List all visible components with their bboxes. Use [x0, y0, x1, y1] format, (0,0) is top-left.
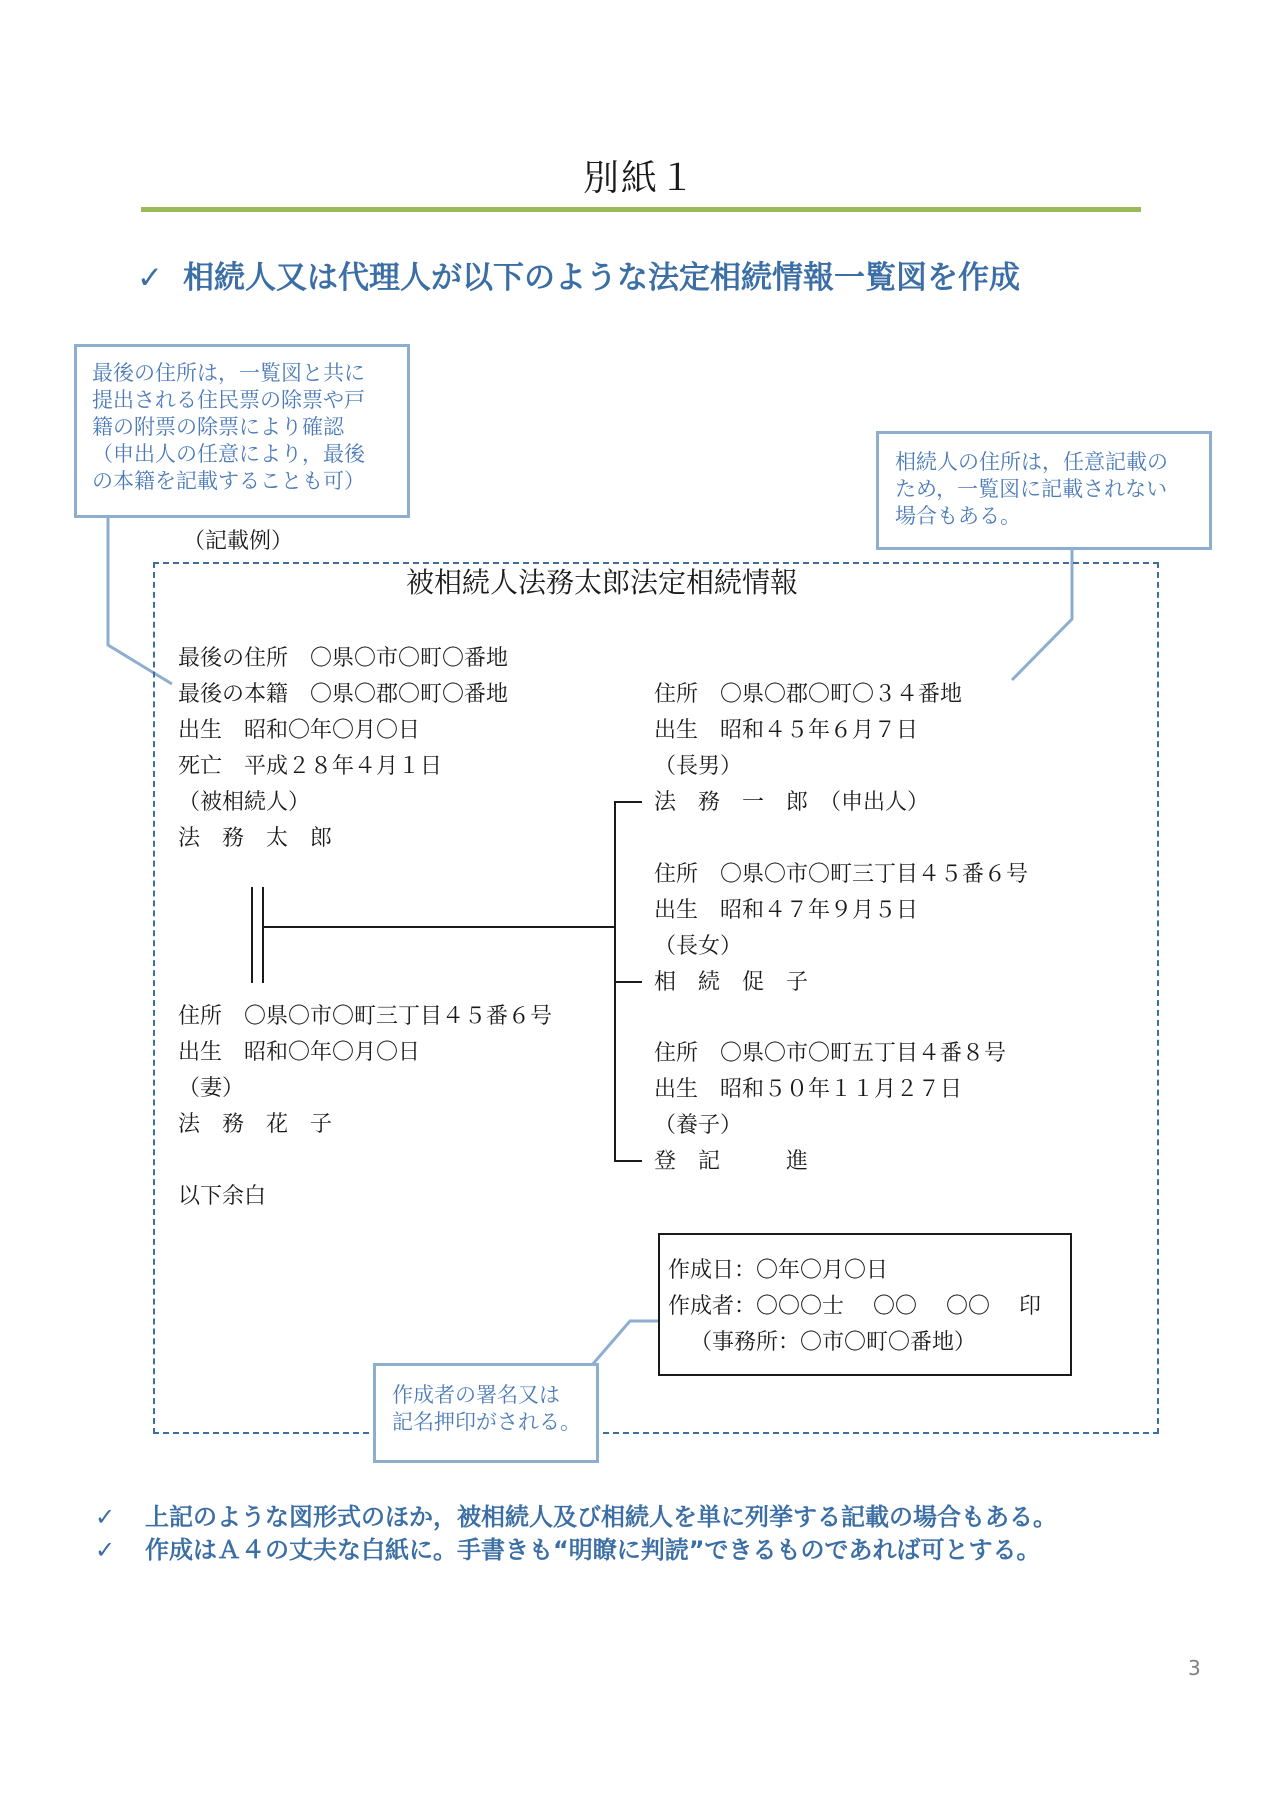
- heir-name: 法 務 一 郎 （申出人）: [654, 790, 930, 815]
- spouse-name: 法 務 花 子: [178, 1112, 333, 1137]
- creator-name: 作成者：〇〇〇士 〇〇 〇〇 印: [668, 1294, 1041, 1319]
- callout-line: 作成者の署名又は: [392, 1383, 560, 1407]
- example-title: 被相続人法務太郎法定相続情報: [406, 566, 799, 599]
- child-branch-1: [614, 801, 642, 803]
- callout-signature: [373, 1363, 599, 1463]
- callout-line: 提出される住民票の除票や戸: [92, 388, 365, 412]
- page-number: 3: [1188, 1656, 1201, 1680]
- end-note: 以下余白: [178, 1184, 267, 1209]
- callout-line: 記名押印がされる。: [392, 1410, 581, 1434]
- family-connector-horizontal: [263, 926, 615, 928]
- creator-box: [658, 1233, 1072, 1376]
- section-heading: [137, 252, 1020, 297]
- decedent-name: 法 務 太 郎: [178, 826, 333, 851]
- callout-line: の本籍を記載することも可）: [92, 469, 365, 493]
- page-title: 別紙１: [582, 158, 697, 199]
- callout-line: （申出人の任意により，最後: [92, 442, 365, 466]
- spouse-birth: 出生 昭和〇年〇月〇日: [178, 1040, 421, 1065]
- marriage-line-left: [251, 887, 253, 983]
- section-heading-text: 相続人又は代理人が以下のような法定相続情報一覧図を作成: [182, 260, 1020, 296]
- creator-office: （事務所：〇市〇町〇番地）: [690, 1330, 977, 1355]
- heir-address: 住所 〇県〇市〇町三丁目４５番６号: [654, 862, 1029, 887]
- child-branch-3: [614, 1160, 642, 1162]
- heir-name: 登 記 進: [654, 1149, 809, 1174]
- heir-relation: （養子）: [654, 1113, 743, 1138]
- child-branch-2: [614, 981, 642, 983]
- callout-heir-address: [876, 431, 1212, 550]
- heir-relation: （長女）: [654, 934, 743, 959]
- note-item: [95, 1497, 1057, 1532]
- heir-birth: 出生 昭和５０年１１月２７日: [654, 1077, 963, 1102]
- heir-name: 相 続 促 子: [654, 970, 809, 995]
- title-underline: [141, 207, 1141, 212]
- decedent-death: 死亡 平成２８年４月１日: [178, 754, 443, 779]
- decedent-relation: （被相続人）: [178, 790, 311, 815]
- creation-date: 作成日：〇年〇月〇日: [668, 1258, 889, 1283]
- spouse-address: 住所 〇県〇市〇町三丁目４５番６号: [178, 1004, 553, 1029]
- callout-line: 場合もある。: [895, 504, 1021, 528]
- note-text: 作成はＡ４の丈夫な白紙に。手書きも“明瞭に判読”できるものであれば可とする。: [145, 1536, 1041, 1564]
- heir-birth: 出生 昭和４５年６月７日: [654, 718, 919, 743]
- note-text: 上記のような図形式のほか，被相続人及び相続人を単に列挙する記載の場合もある。: [145, 1503, 1057, 1531]
- marriage-line-right: [262, 887, 264, 983]
- decedent-birth: 出生 昭和〇年〇月〇日: [178, 718, 421, 743]
- check-icon: ✓: [95, 1503, 116, 1531]
- check-icon: ✓: [137, 260, 163, 296]
- note-item: [95, 1530, 1041, 1565]
- heir-birth: 出生 昭和４７年９月５日: [654, 898, 919, 923]
- callout-line: 相続人の住所は，任意記載の: [895, 450, 1168, 474]
- decedent-domicile: 最後の本籍 〇県〇郡〇町〇番地: [178, 682, 509, 707]
- callout-last-address: [74, 344, 410, 518]
- check-icon: ✓: [95, 1536, 116, 1564]
- decedent-address: 最後の住所 〇県〇市〇町〇番地: [178, 646, 509, 671]
- callout-line: ため，一覧図に記載されない: [895, 477, 1168, 501]
- callout-line: 籍の附票の除票により確認: [92, 415, 344, 439]
- example-label: （記載例）: [183, 529, 294, 554]
- spouse-relation: （妻）: [178, 1076, 245, 1101]
- heir-address: 住所 〇県〇郡〇町〇３４番地: [654, 682, 963, 707]
- heir-relation: （長男）: [654, 754, 743, 779]
- callout-line: 最後の住所は，一覧図と共に: [92, 361, 365, 385]
- heir-address: 住所 〇県〇市〇町五丁目４番８号: [654, 1041, 1007, 1066]
